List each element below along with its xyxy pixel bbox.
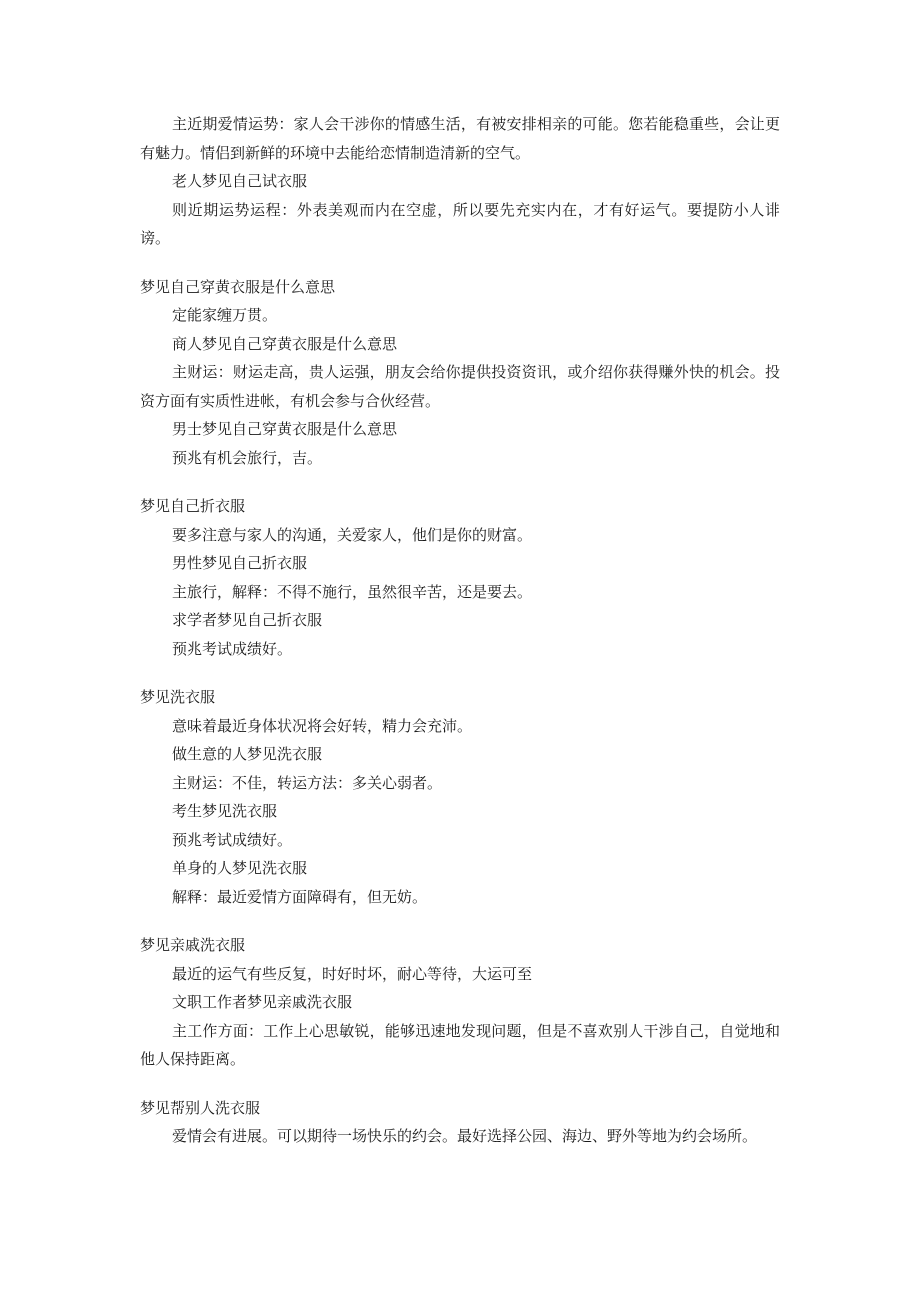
section-heading: 梦见洗衣服: [140, 688, 216, 706]
paragraph: 解释：最近爱情方面障碍有，但无妨。: [172, 887, 428, 906]
paragraph: 文职工作者梦见亲戚洗衣服: [172, 993, 353, 1011]
paragraph: 爱情会有进展。可以期待一场快乐的约会。最好选择公园、海边、野外等地为约会场所。: [172, 1127, 758, 1145]
paragraph: 老人梦见自己试衣服: [172, 172, 308, 190]
paragraph: 意味着最近身体状况将会好转，精力会充沛。: [172, 716, 473, 735]
paragraph: 单身的人梦见洗衣服: [172, 859, 308, 877]
paragraph: 定能家缠万贯。: [172, 306, 278, 324]
paragraph: 主旅行，解释：不得不施行，虽然很辛苦，还是要去。: [172, 582, 533, 601]
section-heading: 梦见帮别人洗衣服: [140, 1098, 261, 1117]
section-heading: 梦见亲戚洗衣服: [140, 936, 246, 954]
paragraph: 男士梦见自己穿黄衣服是什么意思: [172, 420, 398, 438]
section-heading: 梦见自己穿黄衣服是什么意思: [140, 277, 336, 296]
document-page: [140, 110, 780, 1151]
paragraph: 则近期运势运程：外表美观而内在空虚，所以要先充实内在，才有好运气。要提防小人诽谤。: [140, 200, 780, 247]
paragraph: 预兆有机会旅行，吉。: [172, 448, 323, 467]
paragraph: 做生意的人梦见洗衣服: [172, 745, 323, 763]
paragraph: 要多注意与家人的沟通，关爱家人，他们是你的财富。: [172, 525, 533, 544]
paragraph: 最近的运气有些反复，时好时坏，耐心等待，大运可至: [172, 964, 533, 983]
paragraph: 主财运：不佳，转运方法：多关心弱者。: [172, 773, 443, 792]
section-heading: 梦见自己折衣服: [140, 497, 246, 515]
paragraph: 主近期爱情运势：家人会干涉你的情感生活，有被安排相亲的可能。您若能稳重些，会让更有魅力。情侣到新鲜的环境中去能给恋情制造清新的空气。: [140, 115, 780, 162]
paragraph: 商人梦见自己穿黄衣服是什么意思: [172, 334, 398, 353]
paragraph: 主工作方面：工作上心思敏锐，能够迅速地发现问题，但是不喜欢别人干涉自己，自觉地和他人保持距离。: [140, 1021, 780, 1068]
paragraph: 预兆考试成绩好。: [172, 830, 293, 849]
paragraph: 预兆考试成绩好。: [172, 639, 293, 658]
paragraph: 考生梦见洗衣服: [172, 802, 278, 820]
paragraph: 男性梦见自己折衣服: [172, 554, 308, 572]
paragraph: 主财运：财运走高，贵人运强，朋友会给你提供投资资讯，或介绍你获得赚外快的机会。投资方面有实质性进帐，有机会参与合伙经营。: [140, 363, 780, 410]
paragraph: 求学者梦见自己折衣服: [172, 611, 323, 629]
